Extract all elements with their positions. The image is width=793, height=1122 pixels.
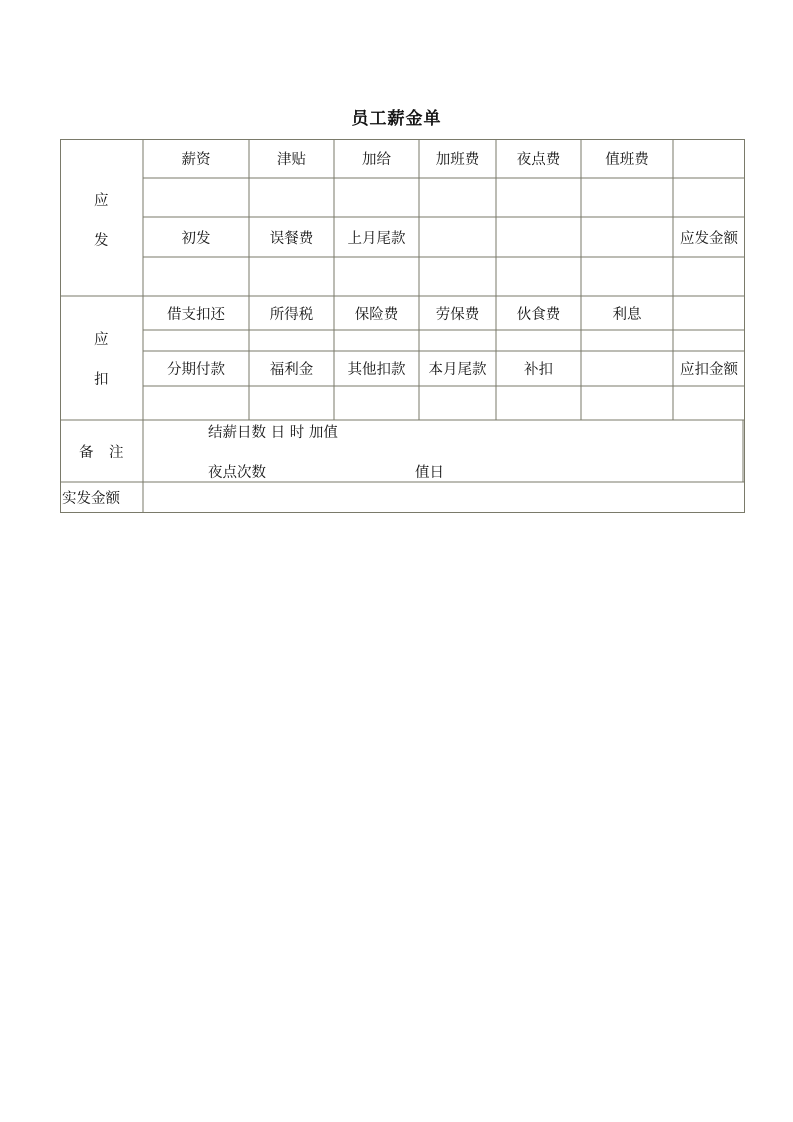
deduct-header-cell: 借支扣还 bbox=[167, 306, 225, 323]
due-header-cell: 加班费 bbox=[435, 152, 480, 168]
due-header-cell: 加给 bbox=[362, 152, 391, 168]
due-header-cell: 薪资 bbox=[181, 152, 211, 168]
salary-table bbox=[60, 139, 745, 513]
due-header-cell: 上月尾款 bbox=[347, 230, 406, 247]
remarks-duty-day: 值日 bbox=[415, 465, 444, 481]
due-header-cell bbox=[419, 217, 496, 257]
due-header-cell bbox=[581, 217, 673, 257]
deduct-header-cell bbox=[581, 351, 673, 386]
remarks-line-1: 结薪日数 日 时 加值 bbox=[208, 425, 338, 441]
remarks-label-right: 注 bbox=[109, 445, 124, 461]
due-label-top: 应 bbox=[94, 193, 109, 209]
due-header-cell: 初发 bbox=[181, 230, 211, 247]
deduct-header-cell: 分期付款 bbox=[167, 362, 225, 378]
due-header-cell: 误餐费 bbox=[269, 230, 314, 247]
deduction-total-label: 应扣金额 bbox=[680, 362, 738, 378]
deduct-header-cell: 伙食费 bbox=[516, 306, 561, 323]
deduct-header-cell: 所得税 bbox=[269, 306, 314, 323]
remarks-night-count: 夜点次数 bbox=[208, 465, 266, 481]
deduct-header-cell bbox=[673, 296, 745, 330]
due-header-cell: 夜点费 bbox=[516, 152, 561, 168]
deduct-header-cell: 劳保费 bbox=[435, 306, 480, 323]
due-header-cell: 值班费 bbox=[605, 152, 649, 168]
deduct-header-cell: 本月尾款 bbox=[428, 362, 487, 378]
deduct-header-cell: 其他扣款 bbox=[347, 362, 406, 378]
remarks-label-left: 备 bbox=[79, 445, 94, 461]
page-title: 员工薪金单 bbox=[351, 109, 442, 129]
deduct-label-top: 应 bbox=[94, 332, 109, 348]
deduct-header-cell: 补扣 bbox=[524, 362, 553, 378]
deduct-header-cell: 保险费 bbox=[354, 306, 399, 323]
due-label-bottom: 发 bbox=[94, 233, 109, 249]
deduct-header-cell: 利息 bbox=[612, 306, 642, 323]
deduct-header-cell: 福利金 bbox=[269, 362, 314, 378]
gross-total-label: 应发金额 bbox=[680, 230, 738, 247]
due-header-cell bbox=[496, 217, 581, 257]
deduct-label-bottom: 扣 bbox=[94, 372, 109, 388]
net-pay-label: 实发金额 bbox=[62, 491, 120, 507]
due-header-cell: 津贴 bbox=[277, 152, 306, 168]
due-header-cell bbox=[673, 139, 745, 178]
